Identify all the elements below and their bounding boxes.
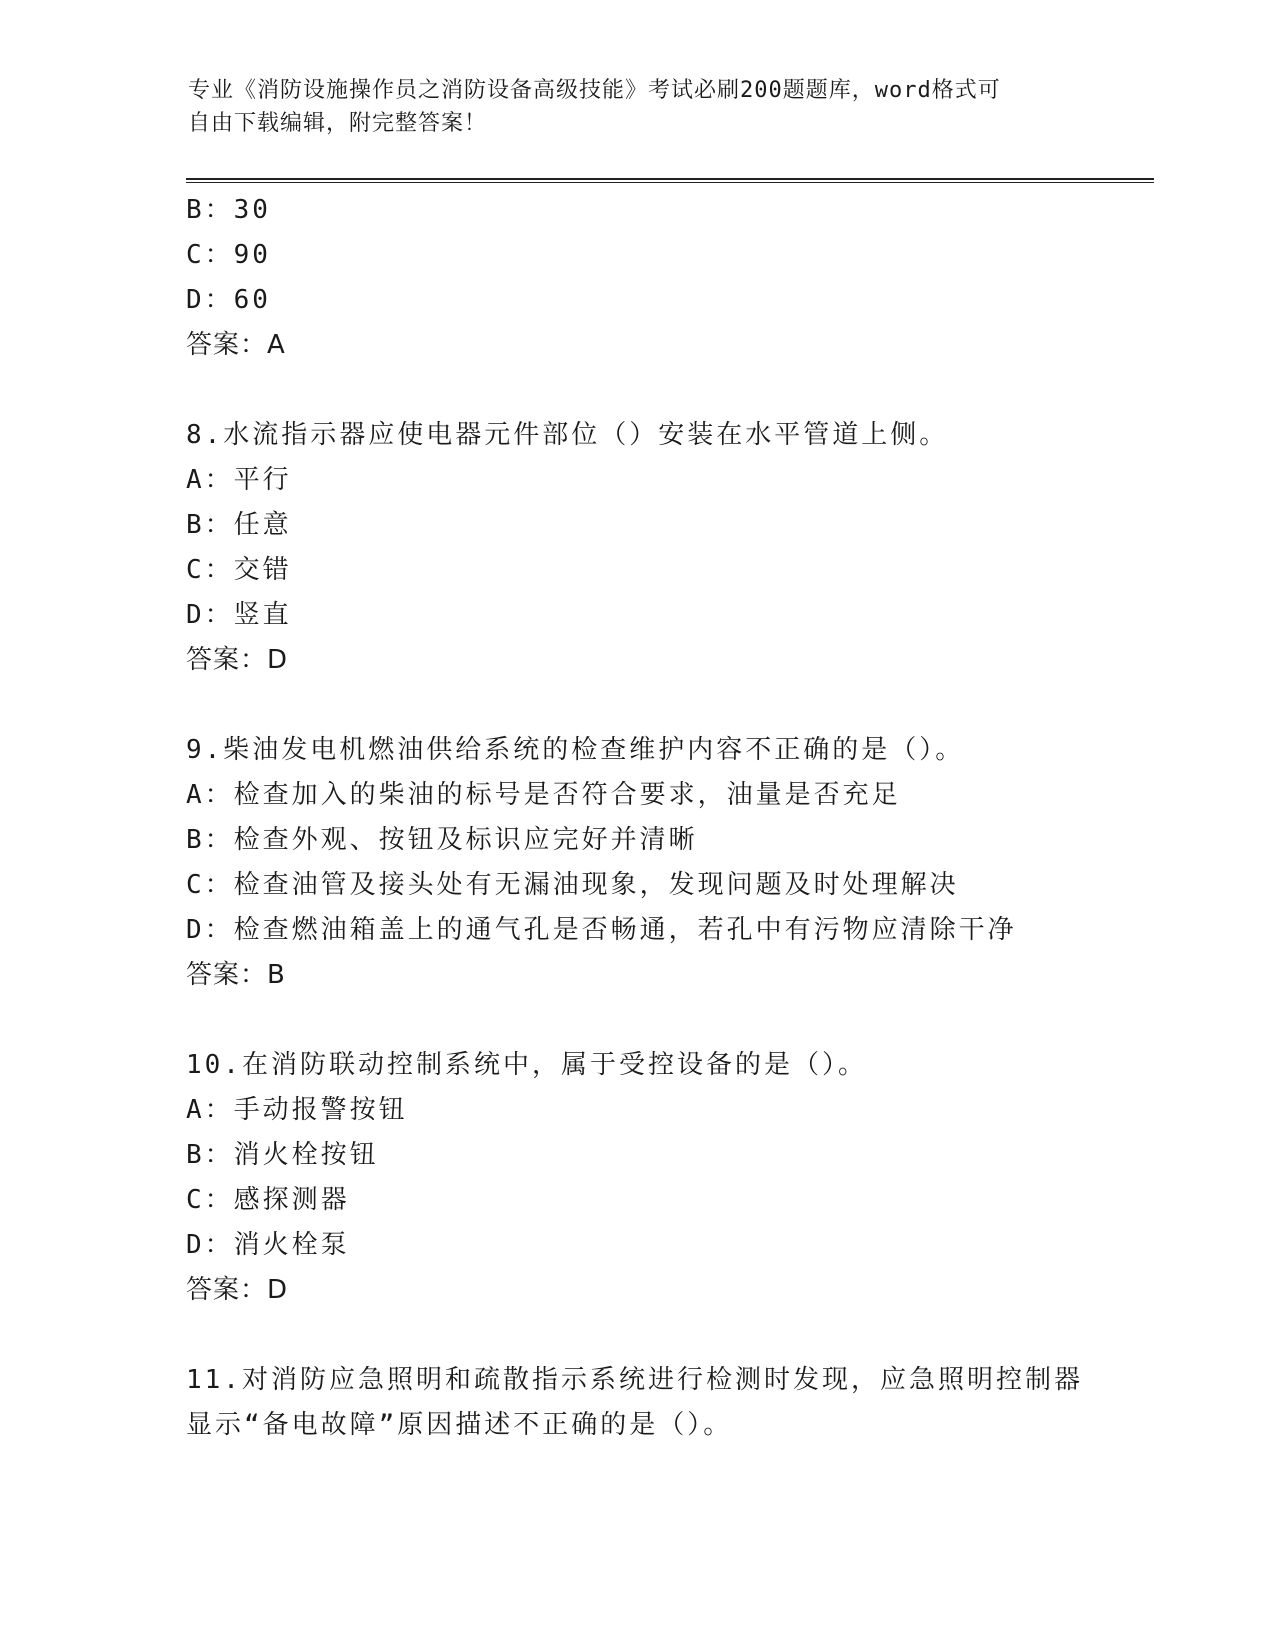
question-text: 9.柴油发电机燃油供给系统的检查维护内容不正确的是（）。 bbox=[186, 735, 965, 765]
answer-line: 答案：D bbox=[186, 1275, 289, 1305]
option-b: B：任意 bbox=[186, 510, 292, 540]
option-a: A：检查加入的柴油的标号是否符合要求，油量是否充足 bbox=[186, 780, 901, 810]
option-b: B：30 bbox=[186, 195, 271, 225]
answer-line: 答案：A bbox=[186, 330, 286, 360]
answer-line: 答案：D bbox=[186, 645, 289, 675]
header-title-line-2: 自由下载编辑，附完整答案！ bbox=[188, 111, 488, 136]
spacer bbox=[186, 683, 1146, 728]
option-d: D：消火栓泵 bbox=[186, 1230, 350, 1260]
spacer bbox=[186, 368, 1146, 413]
question-block-11 bbox=[186, 1358, 1146, 1448]
option-c: C：检查油管及接头处有无漏油现象，发现问题及时处理解决 bbox=[186, 870, 959, 900]
option-c: C：感探测器 bbox=[186, 1185, 350, 1215]
spacer bbox=[186, 998, 1146, 1043]
header-divider-thick bbox=[186, 178, 1154, 180]
option-c: C：交错 bbox=[186, 555, 292, 585]
question-block-9 bbox=[186, 728, 1146, 998]
option-a: A：手动报警按钮 bbox=[186, 1095, 408, 1125]
question-text-line-1: 11.对消防应急照明和疏散指示系统进行检测时发现，应急照明控制器 bbox=[186, 1365, 1083, 1395]
question-list bbox=[186, 188, 1146, 1448]
header-title-line-1: 专业《消防设施操作员之消防设备高级技能》考试必刷200题题库，word格式可 bbox=[188, 78, 1001, 103]
answer-line: 答案：B bbox=[186, 960, 286, 990]
option-a: A：平行 bbox=[186, 465, 292, 495]
option-b: B：检查外观、按钮及标识应完好并清晰 bbox=[186, 825, 698, 855]
question-block-8 bbox=[186, 413, 1146, 683]
option-d: D：60 bbox=[186, 285, 271, 315]
spacer bbox=[186, 1313, 1146, 1358]
question-text: 10.在消防联动控制系统中，属于受控设备的是（）。 bbox=[186, 1050, 867, 1080]
question-text: 8.水流指示器应使电器元件部位（）安装在水平管道上侧。 bbox=[186, 420, 949, 450]
option-d: D：竖直 bbox=[186, 600, 292, 630]
option-b: B：消火栓按钮 bbox=[186, 1140, 379, 1170]
option-c: C：90 bbox=[186, 240, 271, 270]
page-header bbox=[188, 74, 1068, 140]
option-d: D：检查燃油箱盖上的通气孔是否畅通，若孔中有污物应清除干净 bbox=[186, 915, 1017, 945]
question-block-7-continued bbox=[186, 188, 1146, 368]
question-text-line-2: 显示“备电故障”原因描述不正确的是（）。 bbox=[186, 1410, 733, 1440]
header-divider-thin bbox=[186, 182, 1154, 183]
question-block-10 bbox=[186, 1043, 1146, 1313]
